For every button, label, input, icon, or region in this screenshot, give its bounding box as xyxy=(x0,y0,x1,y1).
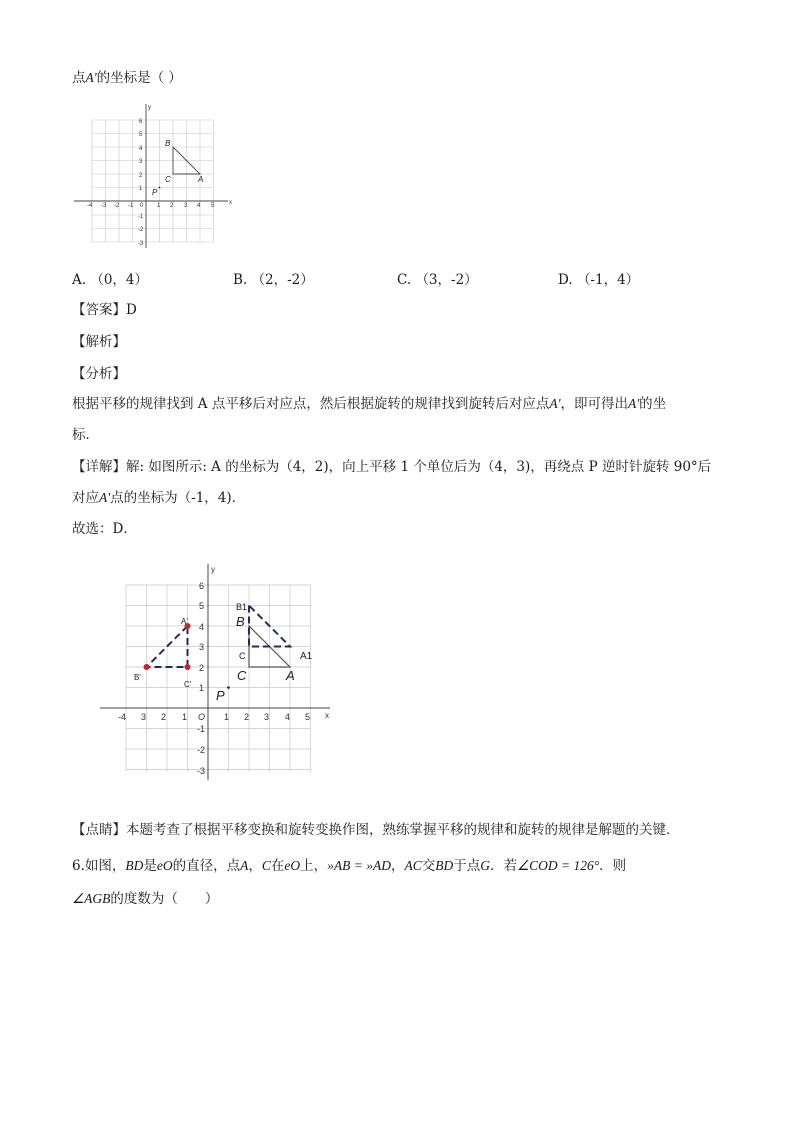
x-tick: -3 xyxy=(101,203,107,209)
label-c-2: C xyxy=(237,668,247,683)
question-intro xyxy=(72,66,182,86)
option-d[interactable]: D. （-1，4） xyxy=(558,272,640,288)
y-tick: 2 xyxy=(139,173,143,179)
y-tick: 1 xyxy=(139,186,143,192)
question-6-line-2: ∠AGB的度数为（ ） xyxy=(72,891,219,907)
answer-value: D xyxy=(126,302,137,318)
label-b-2: B xyxy=(236,614,245,629)
y-tick-2: 1 xyxy=(199,683,205,693)
label-c: C xyxy=(165,175,171,184)
point-c-prime xyxy=(185,664,191,670)
y-tick: -1 xyxy=(138,214,144,220)
answer-label: 【答案】 xyxy=(72,302,126,318)
fenxi-heading: 【分析】 xyxy=(72,366,126,382)
question-6-line-1: 6.如图，BD是eO的直径，点A，C在eO上，»AB = »AD，AC交BD于点G．若∠COD = 126°．则 xyxy=(72,858,627,874)
point-b-prime xyxy=(144,664,150,670)
label-p: P xyxy=(152,188,158,197)
label-b1: B1 xyxy=(236,602,248,612)
x-tick-2: 3 xyxy=(264,712,270,722)
origin-label: O xyxy=(198,712,206,722)
x-tick: 3 xyxy=(184,203,188,209)
choose-line: 故选：D． xyxy=(72,521,137,537)
x-tick-2: 1 xyxy=(182,712,188,722)
x-tick: 0 xyxy=(140,203,144,209)
point-p xyxy=(159,187,161,189)
y-tick-2: -2 xyxy=(197,745,206,755)
detail-line-2: 对应A'点的坐标为（-1，4)． xyxy=(72,490,246,506)
x-tick-2: -4 xyxy=(118,712,127,722)
answer-line xyxy=(72,298,137,318)
x-tick-2: 2 xyxy=(244,712,250,722)
y-tick-2: 6 xyxy=(199,581,205,591)
y-tick: -2 xyxy=(138,227,144,233)
analysis-line-2: 标． xyxy=(72,427,99,443)
label-b: B xyxy=(165,139,171,148)
x-tick-2: 4 xyxy=(285,712,291,722)
option-c[interactable]: C. （3，-2） xyxy=(397,272,478,288)
y-tick: 3 xyxy=(139,159,143,165)
x-tick: 1 xyxy=(157,203,161,209)
y-tick-2: 5 xyxy=(199,601,205,611)
y-tick-2: -3 xyxy=(197,766,206,776)
x-axis-label-2: x xyxy=(325,711,329,720)
x-tick-2: 5 xyxy=(305,712,311,722)
y-axis-label-2: y xyxy=(211,565,215,574)
y-axis-label: y xyxy=(148,105,151,111)
jiexi-heading: 【解析】 xyxy=(72,334,126,350)
analysis-line-1: 根据平移的规律找到 A 点平移后对应点，然后根据旋转的规律找到旋转后对应点A'，即可得出A'的坐 xyxy=(72,396,667,412)
y-tick: 5 xyxy=(139,132,143,138)
label-a: A xyxy=(198,175,204,184)
intro-prefix: 点 xyxy=(72,70,86,86)
x-tick: 2 xyxy=(170,203,174,209)
label-a-2: A xyxy=(286,668,295,683)
dianjing-line: 【点睛】本题考查了根据平移变换和旋转变换作图，熟练掌握平移的规律和旋转的规律是解题的关键． xyxy=(72,822,680,838)
y-tick: -3 xyxy=(138,241,144,247)
x-tick: -1 xyxy=(128,203,134,209)
option-b[interactable]: B. （2，-2） xyxy=(233,272,314,288)
y-tick-2: 3 xyxy=(199,642,205,652)
x-tick: 4 xyxy=(197,203,201,209)
x-axis-label: x xyxy=(229,200,232,206)
label-p-2: P xyxy=(216,688,225,703)
y-tick: 6 xyxy=(139,119,143,125)
label-c-small: C xyxy=(239,651,246,661)
label-b-prime: B' xyxy=(134,673,141,682)
x-tick-2: 2 xyxy=(161,712,167,722)
x-tick: 5 xyxy=(211,203,215,209)
x-tick: -2 xyxy=(114,203,120,209)
y-tick-2: -1 xyxy=(197,724,206,734)
y-tick-2: 2 xyxy=(199,663,205,673)
intro-var: A' xyxy=(85,70,97,85)
x-tick-2: 1 xyxy=(224,712,230,722)
point-p-2 xyxy=(227,686,230,689)
label-a1: A1 xyxy=(300,651,313,662)
y-tick: 4 xyxy=(139,146,143,152)
detail-line-1: 【详解】解: 如图所示: A 的坐标为（4，2)，向上平移 1 个单位后为（4，3)，再绕点 P 逆时针旋转 90°后 xyxy=(72,459,712,475)
y-tick-2: 4 xyxy=(199,622,205,632)
label-c-prime: C' xyxy=(184,680,192,689)
intro-suffix: 的坐标是（ ） xyxy=(96,70,182,86)
coordinate-graph-1 xyxy=(72,100,237,250)
label-a-prime: A' xyxy=(181,617,188,626)
coordinate-graph-2 xyxy=(96,560,336,785)
x-tick-2: 3 xyxy=(141,712,147,722)
option-a[interactable]: A. （0，4） xyxy=(72,272,149,288)
x-tick: -4 xyxy=(87,203,93,209)
